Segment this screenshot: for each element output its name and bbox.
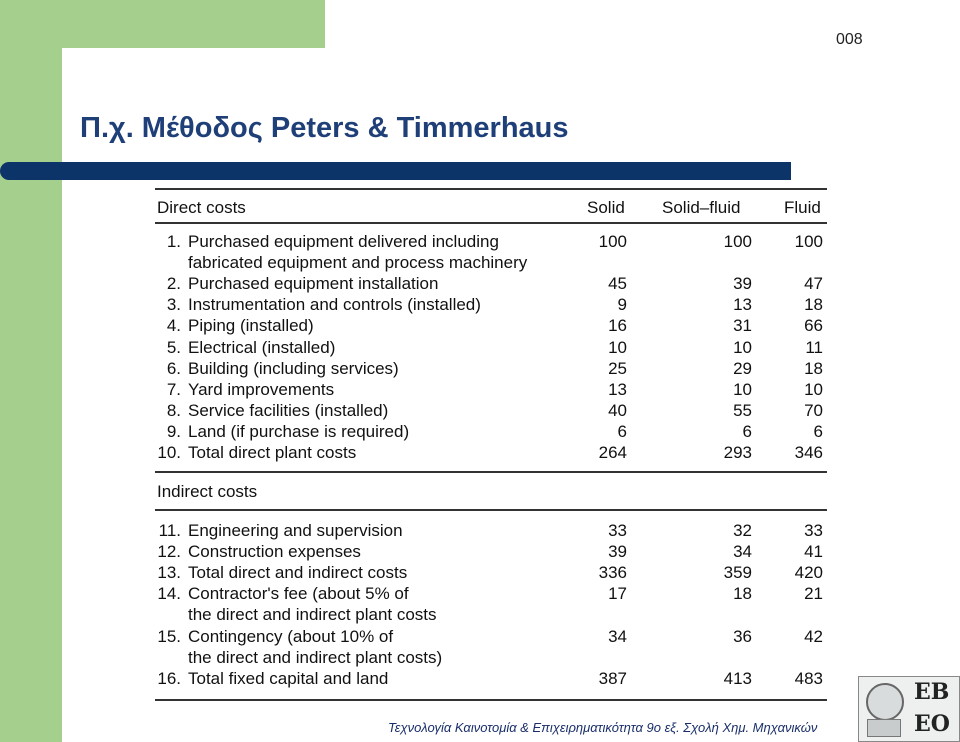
row-label: Construction expenses — [188, 542, 361, 562]
value-solid: 17 — [608, 584, 627, 604]
value-solid-fluid: 32 — [733, 521, 752, 540]
row-label: Yard improvements — [188, 379, 335, 399]
table-row — [155, 627, 827, 648]
value-fluid: 483 — [794, 668, 823, 688]
row-number: 16. — [157, 668, 181, 688]
row-label: Total direct and indirect costs — [188, 563, 408, 583]
row-number: 11. — [158, 521, 181, 540]
row-label: Contingency (about 10% of — [188, 626, 394, 646]
value-fluid: 18 — [804, 358, 823, 378]
university-seal-icon — [866, 683, 904, 721]
column-solid-fluid: Solid–fluid — [662, 198, 741, 217]
value-solid-fluid: 6 — [742, 421, 752, 441]
value-solid: 34 — [608, 626, 627, 646]
section-indirect-costs: Indirect costs — [157, 482, 258, 501]
value-solid-fluid: 29 — [733, 358, 752, 378]
value-solid-fluid: 39 — [733, 274, 752, 294]
value-solid: 45 — [608, 274, 627, 294]
row-label: Electrical (installed) — [188, 337, 336, 357]
value-fluid: 346 — [794, 443, 823, 462]
row-number: 10. — [157, 443, 181, 462]
value-solid-fluid: 13 — [733, 295, 752, 315]
value-solid: 25 — [608, 358, 627, 378]
value-solid-fluid: 36 — [733, 626, 752, 646]
table-row — [155, 338, 827, 359]
row-number: 1. — [166, 232, 181, 251]
green-sidebar — [0, 0, 62, 742]
value-fluid: 21 — [804, 584, 823, 604]
value-solid: 264 — [598, 443, 627, 462]
row-label: fabricated equipment and process machinery — [188, 253, 528, 273]
column-solid: Solid — [587, 198, 625, 217]
table-row — [155, 542, 827, 563]
table-row — [155, 605, 827, 626]
row-label: Engineering and supervision — [188, 521, 403, 540]
table-row — [155, 669, 827, 690]
table-row — [155, 584, 827, 605]
row-label: Piping (installed) — [188, 316, 314, 336]
value-fluid: 33 — [804, 521, 823, 540]
table-row — [155, 422, 827, 443]
value-solid: 33 — [608, 521, 627, 540]
row-label: Total fixed capital and land — [188, 668, 389, 688]
value-fluid: 420 — [794, 563, 823, 583]
value-solid-fluid: 413 — [723, 668, 752, 688]
value-solid: 13 — [608, 379, 627, 399]
row-number: 12. — [157, 542, 181, 562]
row-label: Purchased equipment delivered including — [188, 232, 499, 251]
row-label: Building (including services) — [188, 358, 399, 378]
value-solid: 10 — [608, 337, 627, 357]
row-label: Service facilities (installed) — [188, 400, 389, 420]
table-row — [155, 232, 827, 253]
table-top-rule — [155, 188, 827, 190]
table-row — [155, 274, 827, 295]
row-number: 8. — [166, 400, 181, 420]
slide-number: 008 — [836, 31, 863, 48]
value-solid-fluid: 293 — [723, 443, 752, 462]
logo-text-bottom: EO — [914, 711, 950, 737]
logo-text-top: EB — [914, 679, 950, 705]
row-label: Total direct plant costs — [188, 443, 357, 462]
school-logo — [858, 676, 960, 742]
table-row — [155, 295, 827, 316]
row-label: Land (if purchase is required) — [188, 421, 410, 441]
row-number: 6. — [166, 358, 181, 378]
row-number: 15. — [157, 626, 181, 646]
table-row — [155, 359, 827, 380]
table-bottom-rule — [155, 699, 827, 701]
value-solid-fluid: 359 — [723, 563, 752, 583]
row-number: 7. — [166, 379, 181, 399]
row-number: 4. — [166, 316, 181, 336]
indirect-section-row — [155, 482, 827, 503]
value-solid-fluid: 18 — [733, 584, 752, 604]
footer-text: Τεχνολογία Καινοτομία & Επιχειρηματικότητα 9ο εξ. Σχολή Χημ. Μηχανικών — [388, 720, 818, 735]
title-bar — [28, 162, 791, 180]
indirect-start-rule — [155, 509, 827, 511]
value-solid: 336 — [598, 563, 627, 583]
value-solid: 9 — [617, 295, 627, 315]
table-row — [155, 316, 827, 337]
row-number: 9. — [166, 421, 181, 441]
table-row — [155, 563, 827, 584]
value-solid-fluid: 100 — [723, 232, 752, 251]
table-row — [155, 443, 827, 464]
value-solid-fluid: 31 — [733, 316, 752, 336]
value-solid: 16 — [608, 316, 627, 336]
row-label: the direct and indirect plant costs) — [188, 647, 443, 667]
table-row — [155, 253, 827, 274]
header-rule — [155, 222, 827, 224]
green-top-band — [0, 0, 325, 48]
value-solid-fluid: 10 — [733, 379, 752, 399]
value-fluid: 6 — [813, 421, 823, 441]
value-solid: 387 — [598, 668, 627, 688]
direct-end-rule — [155, 471, 827, 473]
table-row — [155, 380, 827, 401]
section-direct-costs: Direct costs — [157, 198, 246, 217]
value-solid: 6 — [617, 421, 627, 441]
value-solid: 100 — [598, 232, 627, 251]
value-fluid: 47 — [804, 274, 823, 294]
table-row — [155, 648, 827, 669]
value-fluid: 66 — [804, 316, 823, 336]
value-fluid: 11 — [805, 337, 823, 357]
column-fluid: Fluid — [784, 198, 821, 217]
table-row — [155, 401, 827, 422]
table-row — [155, 521, 827, 542]
value-solid-fluid: 55 — [733, 400, 752, 420]
value-fluid: 18 — [804, 295, 823, 315]
row-label: the direct and indirect plant costs — [188, 605, 437, 625]
value-fluid: 70 — [804, 400, 823, 420]
seal-emblem-icon — [867, 719, 901, 737]
row-label: Contractor's fee (about 5% of — [188, 584, 409, 604]
row-number: 2. — [166, 274, 181, 294]
value-solid-fluid: 10 — [733, 337, 752, 357]
value-solid: 40 — [608, 400, 627, 420]
value-fluid: 42 — [804, 626, 823, 646]
row-number: 3. — [166, 295, 181, 315]
row-label: Purchased equipment installation — [188, 274, 439, 294]
value-fluid: 100 — [794, 232, 823, 251]
table-header-row — [155, 198, 827, 219]
value-solid: 39 — [608, 542, 627, 562]
row-number: 5. — [166, 337, 181, 357]
value-fluid: 41 — [804, 542, 823, 562]
row-number: 14. — [157, 584, 181, 604]
row-label: Instrumentation and controls (installed) — [188, 295, 481, 315]
row-number: 13. — [157, 563, 181, 583]
value-fluid: 10 — [804, 379, 823, 399]
slide-title: Π.χ. Μέθοδος Peters & Timmerhaus — [80, 112, 569, 144]
value-solid-fluid: 34 — [733, 542, 752, 562]
